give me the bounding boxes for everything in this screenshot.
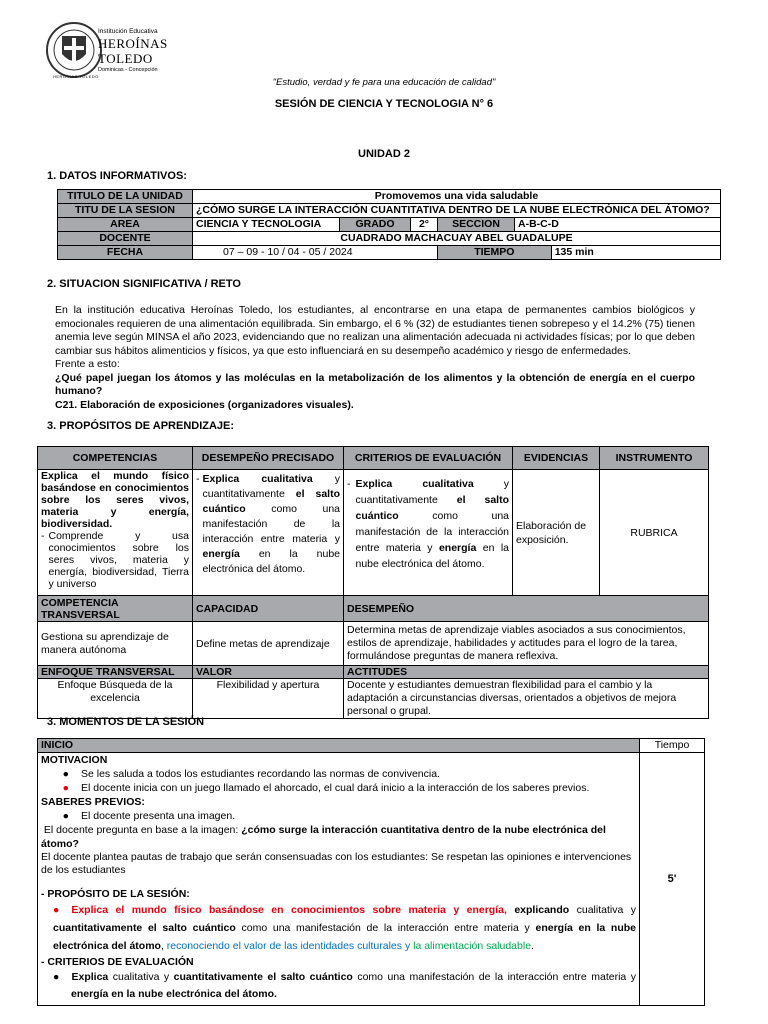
area-value: CIENCIA Y TECNOLOGIA	[193, 218, 340, 232]
fecha-value: 07 – 09 - 10 / 04 - 05 / 2024	[193, 246, 438, 260]
desempeno-header-2: DESEMPEÑO	[344, 596, 709, 622]
saberes-item-3: El docente plantea pautas de trabajo que serán consensuadas con los estudiantes: Se respetan las opiniones e intervenciones de los estudiantes	[41, 851, 632, 876]
grado-label: GRADO	[340, 218, 411, 232]
momentos-heading: 3. MOMENTOS DE LA SESIÓN	[47, 716, 205, 728]
valor-value: Flexibilidad y apertura	[193, 679, 344, 719]
tiempo-value: 135 min	[551, 246, 720, 260]
transversal-header: COMPETENCIA TRANSVERSAL	[38, 596, 193, 622]
saberes-item-2: El docente pregunta en base a la imagen: ¿cómo surge la interacción cuantitativa dentro de la nube electrónica del átomo?	[41, 824, 606, 850]
situacion-text	[55, 304, 695, 412]
competencia-item: - Comprende y usa conocimientos sobre los seres vivos, materia y energía, biodiversidad, Tierra y universo	[41, 530, 189, 590]
desempeno-cell: - Explica cualitativa y cuantitativamente el salto cuántico como una manifestación de la interacción entre materia y energía en la nube electrónica del átomo.	[193, 470, 344, 596]
datos-heading: 1. DATOS INFORMATIVOS:	[47, 170, 187, 182]
criterios-label: - CRITERIOS DE EVALUACIÓN	[41, 956, 194, 968]
titulo-sesion-value: ¿CÓMO SURGE LA INTERACCIÓN CUANTITATIVA DENTRO DE LA NUBE ELECTRÓNICA DEL ÁTOMO?	[193, 204, 721, 218]
situacion-question: ¿Qué papel juegan los átomos y las moléculas en la metabolización de los alimentos y la obtención de energía en el cuerpo humano?	[55, 371, 695, 397]
datos-table	[57, 189, 721, 260]
header-evidencias: EVIDENCIAS	[513, 447, 600, 470]
titulo-unidad-value: Promovemos una vida saludable	[193, 190, 721, 204]
fecha-label: FECHA	[58, 246, 193, 260]
enfoque-value: Enfoque Búsqueda de la excelencia	[38, 679, 193, 719]
situacion-frente: Frente a esto:	[55, 358, 120, 370]
docente-value: CUADRADO MACHACUAY ABEL GUADALUPE	[193, 232, 721, 246]
saberes-item-1: ● El docente presenta una imagen.	[62, 810, 236, 822]
seccion-label: SECCION	[438, 218, 515, 232]
logo-line1: Institución Educativa	[98, 28, 158, 35]
seccion-value: A-B-C-D	[515, 218, 721, 232]
logo-ring-text: HEROÍNAS TOLEDO	[53, 74, 99, 79]
tiempo-header: Tiempo	[640, 739, 705, 753]
header-instrumento: INSTRUMENTO	[600, 447, 709, 470]
propositos-heading: 3. PROPÓSITOS DE APRENDIZAJE:	[47, 420, 235, 432]
tiempo-label: TIEMPO	[438, 246, 552, 260]
proposito-label: - PROPÓSITO DE LA SESIÓN:	[41, 888, 190, 900]
situacion-paragraph: En la institución educativa Heroínas Toledo, los estudiantes, al encontrarse en una etapa de permanentes cambios biológicos y emocionales requieren de una alimentación equilibrada. Sin embargo, el 6 % (32) de estudiantes tienen sobrepeso y el 14.2% (75) tienen anemia leve según MINSA el año 2023, evidenciando que no realizan una alimentación adecuada ni actividades físicas; por lo que deben cambiar sus hábitos alimenticios y físicos, ya que esto influenciará en su desempeño académico y riesgo de enfermedades.	[55, 304, 695, 357]
capacidad-value: Define metas de aprendizaje	[193, 622, 344, 666]
header-competencias: COMPETENCIAS	[38, 447, 193, 470]
capacidad-header: CAPACIDAD	[193, 596, 344, 622]
motivacion-item-2: ● El docente inicia con un juego llamado el ahorcado, el cual dará inicio a la interacción de los saberes previos.	[62, 782, 590, 794]
motivacion-item-1: ● Se les saluda a todos los estudiantes recordando las normas de convivencia.	[62, 768, 440, 780]
titulo-unidad-label: TITULO DE LA UNIDAD	[58, 190, 193, 204]
transversal-value: Gestiona su aprendizaje de manera autónoma	[38, 622, 193, 666]
titulo-sesion-label: TITU DE LA SESION	[58, 204, 193, 218]
area-label: AREA	[58, 218, 193, 232]
logo-line2: HEROÍNAS	[98, 36, 168, 51]
page-title: SESIÓN DE CIENCIA Y TECNOLOGIA N° 6	[274, 98, 494, 110]
header-desempeno: DESEMPEÑO PRECISADO	[193, 447, 344, 470]
unidad-title: UNIDAD 2	[358, 148, 410, 160]
inicio-header: INICIO	[38, 739, 640, 753]
motivacion-label: MOTIVACION	[41, 754, 108, 766]
evidencia-cell: Elaboración de exposición.	[513, 470, 600, 596]
desempeno-value: Determina metas de aprendizaje viables asociados a sus conocimientos, estilos de aprendizaje, habilidades y actitudes para el logro de la tarea, formulándose preguntas de manera reflexiva.	[344, 622, 709, 666]
inicio-content	[38, 753, 640, 1006]
momentos-table	[37, 738, 705, 1006]
criterios-text: ● Explica cualitativa y cuantitativamente el salto cuántico como una manifestación de la interacción entre materia y energía en la nube electrónica del átomo.	[53, 971, 636, 1000]
motto: "Estudio, verdad y fe para una educación de calidad"	[272, 77, 496, 88]
logo-line3: TOLEDO	[98, 51, 153, 66]
actitudes-value: Docente y estudiantes demuestran flexibilidad para el cambio y la adaptación a circunstancias diversas, orientados a objetivos de mejora personal o grupal.	[344, 679, 709, 719]
school-logo	[44, 20, 174, 84]
valor-header: VALOR	[193, 666, 344, 679]
inicio-time: 5'	[640, 753, 705, 1006]
situacion-c21: C21. Elaboración de exposiciones (organizadores visuales).	[55, 398, 354, 411]
saberes-label: SABERES PREVIOS:	[41, 796, 145, 808]
competencia-bold: Explica el mundo físico basándose en conocimientos sobre los seres vivos, materia y energía, biodiversidad.	[41, 470, 189, 530]
criterio-cell: - Explica cualitativa y cuantitativamente el salto cuántico como una manifestación de la interacción entre materia y energía en la nube electrónica del átomo.	[344, 470, 513, 596]
logo-line4: Dominicas - Concepción	[98, 67, 158, 73]
competencia-cell	[38, 470, 193, 596]
proposito-text: ● Explica el mundo físico basándose en conocimientos sobre materia y energía, explicando cualitativa y cuantitativamente el salto cuántico como una manifestación de la interacción entre materia y energía en la nube electrónica del átomo, reconociendo el valor de las identidades culturales y la alimentación saludable.	[53, 904, 637, 952]
enfoque-header: ENFOQUE TRANSVERSAL	[38, 666, 193, 679]
actitudes-header: ACTITUDES	[344, 666, 709, 679]
propositos-table	[37, 446, 709, 719]
header-criterios: CRITERIOS DE EVALUACIÓN	[344, 447, 513, 470]
grado-value: 2°	[411, 218, 438, 232]
situacion-heading: 2. SITUACION SIGNIFICATIVA / RETO	[47, 278, 241, 290]
docente-label: DOCENTE	[58, 232, 193, 246]
instrumento-cell: RUBRICA	[600, 470, 709, 596]
